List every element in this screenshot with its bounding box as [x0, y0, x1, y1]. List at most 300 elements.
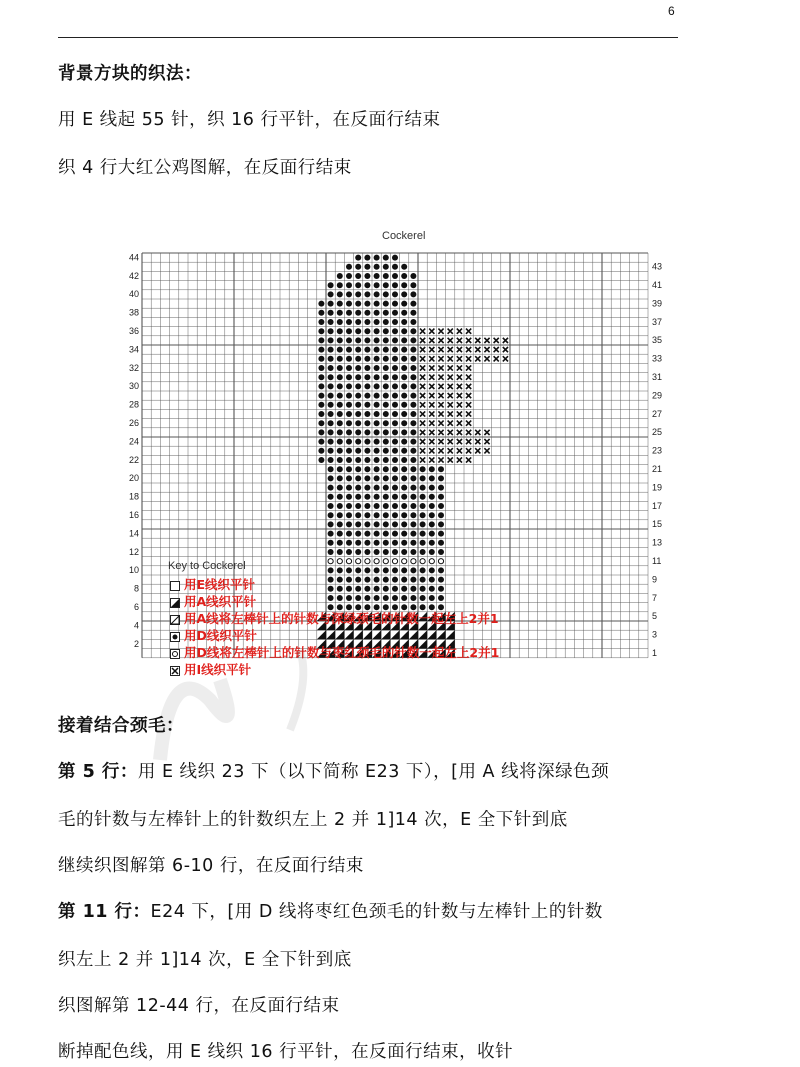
stitch-d-dot	[364, 319, 370, 325]
stitch-d-dot	[328, 282, 334, 288]
stitch-i-cross	[475, 347, 480, 352]
stitch-a-triangle	[381, 630, 390, 639]
stitch-d-dot	[346, 420, 352, 426]
stitch-d-dot	[392, 503, 398, 509]
stitch-i-cross	[429, 457, 434, 462]
stitch-d-dot	[318, 383, 324, 389]
stitch-d-dot	[346, 429, 352, 435]
stitch-d-dot	[401, 374, 407, 380]
stitch-d-dot	[383, 337, 389, 343]
stitch-i-cross	[438, 384, 443, 389]
stitch-i-cross	[429, 365, 434, 370]
stitch-i-cross	[466, 347, 471, 352]
stitch-d-dot	[429, 485, 435, 491]
stitch-i-cross	[420, 402, 425, 407]
stitch-d-dot	[374, 273, 380, 279]
stitch-i-cross	[429, 411, 434, 416]
stitch-i-cross	[420, 393, 425, 398]
stitch-d-dot	[410, 540, 416, 546]
stitch-d-dot	[383, 485, 389, 491]
stitch-d-dot	[337, 521, 343, 527]
stitch-d-dot	[374, 503, 380, 509]
instruction-cast-on: 用 E 线起 55 针，织 16 行平针，在反面行结束	[58, 110, 441, 130]
stitch-d-dot	[346, 328, 352, 334]
stitch-i-cross	[448, 448, 453, 453]
stitch-d-dot	[328, 337, 334, 343]
stitch-d-dot	[410, 439, 416, 445]
row-label-left: 20	[128, 473, 139, 484]
stitch-d-dot	[337, 439, 343, 445]
stitch-d-dot	[337, 586, 343, 592]
instruction-row-5-cont: 毛的针数与左棒针上的针数织左上 2 并 1]14 次，E 全下针到底	[58, 810, 568, 830]
stitch-d-dot	[392, 291, 398, 297]
stitch-d-dot	[383, 577, 389, 583]
stitch-d-dot	[383, 393, 389, 399]
stitch-d-dot	[346, 337, 352, 343]
stitch-d-dot	[328, 429, 334, 435]
stitch-i-cross	[466, 411, 471, 416]
stitch-i-cross	[457, 421, 462, 426]
stitch-d-dot	[383, 540, 389, 546]
stitch-d-dot	[401, 356, 407, 362]
stitch-d-dot	[355, 503, 361, 509]
stitch-d-dot	[383, 586, 389, 592]
header-rule	[58, 37, 678, 38]
stitch-i-cross	[494, 356, 499, 361]
stitch-d-dot	[401, 328, 407, 334]
row-label-left: 8	[133, 583, 139, 594]
stitch-d-dot	[374, 448, 380, 454]
dot-square-icon	[170, 630, 180, 640]
stitch-d-dot	[337, 457, 343, 463]
stitch-d-circle	[356, 559, 361, 564]
stitch-d-dot	[401, 420, 407, 426]
stitch-d-dot	[364, 402, 370, 408]
row-label-right: 13	[652, 537, 663, 548]
stitch-d-dot	[410, 411, 416, 417]
stitch-d-dot	[429, 567, 435, 573]
stitch-d-dot	[364, 448, 370, 454]
stitch-i-cross	[438, 365, 443, 370]
stitch-d-dot	[318, 402, 324, 408]
stitch-d-dot	[401, 264, 407, 270]
stitch-d-dot	[420, 521, 426, 527]
stitch-d-dot	[318, 457, 324, 463]
key-label: 用E线织平针	[184, 577, 256, 592]
stitch-d-dot	[383, 374, 389, 380]
stitch-d-dot	[355, 393, 361, 399]
stitch-i-cross	[420, 457, 425, 462]
stitch-d-dot	[355, 310, 361, 316]
stitch-d-dot	[355, 429, 361, 435]
stitch-d-dot	[346, 347, 352, 353]
stitch-d-dot	[355, 319, 361, 325]
stitch-d-dot	[364, 356, 370, 362]
stitch-d-dot	[355, 347, 361, 353]
stitch-d-dot	[374, 319, 380, 325]
stitch-d-dot	[328, 549, 334, 555]
row-label-right: 23	[652, 445, 663, 456]
stitch-d-dot	[337, 411, 343, 417]
stitch-d-dot	[392, 273, 398, 279]
stitch-d-dot	[346, 264, 352, 270]
stitch-d-dot	[383, 264, 389, 270]
stitch-d-dot	[355, 577, 361, 583]
stitch-d-dot	[383, 439, 389, 445]
stitch-d-dot	[401, 347, 407, 353]
stitch-i-cross	[466, 402, 471, 407]
stitch-i-cross	[448, 384, 453, 389]
stitch-d-dot	[328, 494, 334, 500]
outlined-triangle-icon	[170, 613, 180, 623]
stitch-d-dot	[364, 439, 370, 445]
row-label-right: 1	[652, 647, 658, 658]
stitch-d-dot	[392, 457, 398, 463]
stitch-d-dot	[383, 475, 389, 481]
stitch-i-cross	[448, 421, 453, 426]
stitch-d-dot	[355, 282, 361, 288]
stitch-i-cross	[420, 411, 425, 416]
stitch-i-cross	[429, 393, 434, 398]
stitch-d-dot	[355, 439, 361, 445]
stitch-d-dot	[401, 494, 407, 500]
row-label-left: 12	[128, 546, 139, 557]
stitch-d-dot	[429, 512, 435, 518]
stitch-d-dot	[429, 503, 435, 509]
stitch-d-dot	[337, 393, 343, 399]
stitch-d-dot	[364, 301, 370, 307]
stitch-d-dot	[410, 420, 416, 426]
watermark	[140, 640, 380, 770]
stitch-i-cross	[503, 347, 508, 352]
stitch-d-dot	[337, 577, 343, 583]
stitch-d-dot	[364, 549, 370, 555]
stitch-d-dot	[410, 347, 416, 353]
stitch-i-cross	[429, 448, 434, 453]
stitch-i-cross	[466, 448, 471, 453]
stitch-d-dot	[438, 549, 444, 555]
row-label-left: 14	[128, 528, 139, 539]
stitch-d-dot	[383, 503, 389, 509]
stitch-d-dot	[401, 319, 407, 325]
row-label-left: 40	[128, 289, 139, 300]
stitch-d-dot	[374, 301, 380, 307]
stitch-d-dot	[438, 531, 444, 537]
stitch-d-dot	[364, 393, 370, 399]
stitch-d-dot	[429, 494, 435, 500]
stitch-i-cross	[466, 421, 471, 426]
stitch-d-dot	[401, 282, 407, 288]
stitch-i-cross	[466, 365, 471, 370]
stitch-d-dot	[318, 429, 324, 435]
stitch-d-dot	[318, 319, 324, 325]
stitch-d-dot	[392, 393, 398, 399]
row-label-left: 18	[128, 491, 139, 502]
stitch-d-dot	[374, 586, 380, 592]
stitch-d-dot	[346, 448, 352, 454]
stitch-d-dot	[328, 466, 334, 472]
stitch-d-dot	[346, 521, 352, 527]
stitch-d-dot	[383, 282, 389, 288]
stitch-d-dot	[420, 503, 426, 509]
stitch-a-triangle	[317, 630, 326, 639]
stitch-d-dot	[328, 356, 334, 362]
stitch-i-cross	[420, 448, 425, 453]
row-label-left: 6	[133, 601, 139, 612]
stitch-d-dot	[364, 521, 370, 527]
stitch-d-dot	[374, 475, 380, 481]
stitch-d-dot	[346, 475, 352, 481]
stitch-d-dot	[374, 337, 380, 343]
stitch-d-dot	[438, 503, 444, 509]
stitch-d-dot	[410, 273, 416, 279]
stitch-d-dot	[420, 475, 426, 481]
stitch-d-dot	[364, 457, 370, 463]
stitch-d-dot	[383, 310, 389, 316]
stitch-d-dot	[383, 319, 389, 325]
stitch-d-dot	[374, 531, 380, 537]
stitch-d-dot	[438, 567, 444, 573]
row-label-right: 19	[652, 482, 663, 493]
stitch-d-dot	[374, 567, 380, 573]
stitch-d-dot	[429, 595, 435, 601]
stitch-d-dot	[401, 549, 407, 555]
stitch-d-dot	[346, 577, 352, 583]
stitch-d-dot	[346, 402, 352, 408]
stitch-d-dot	[383, 429, 389, 435]
stitch-d-dot	[364, 577, 370, 583]
stitch-d-dot	[410, 319, 416, 325]
stitch-i-cross	[475, 356, 480, 361]
stitch-d-dot	[383, 291, 389, 297]
stitch-d-dot	[429, 549, 435, 555]
stitch-d-circle	[346, 559, 351, 564]
stitch-d-dot	[392, 301, 398, 307]
stitch-d-dot	[392, 475, 398, 481]
stitch-d-dot	[383, 365, 389, 371]
stitch-d-dot	[429, 531, 435, 537]
stitch-i-cross	[484, 439, 489, 444]
stitch-i-cross	[448, 457, 453, 462]
stitch-i-cross	[420, 375, 425, 380]
stitch-d-dot	[410, 328, 416, 334]
stitch-a-triangle	[418, 630, 427, 639]
section-heading-background: 背景方块的织法：	[58, 64, 202, 84]
stitch-i-cross	[420, 421, 425, 426]
stitch-i-cross	[420, 384, 425, 389]
stitch-d-dot	[355, 337, 361, 343]
key-item	[170, 575, 255, 593]
stitch-d-dot	[392, 531, 398, 537]
stitch-d-dot	[392, 328, 398, 334]
row-label-right: 41	[652, 279, 663, 290]
stitch-d-dot	[364, 282, 370, 288]
stitch-d-dot	[346, 273, 352, 279]
stitch-d-dot	[364, 595, 370, 601]
stitch-d-dot	[337, 347, 343, 353]
stitch-d-dot	[410, 393, 416, 399]
stitch-d-dot	[374, 429, 380, 435]
stitch-d-dot	[337, 402, 343, 408]
stitch-d-dot	[374, 282, 380, 288]
stitch-d-dot	[337, 273, 343, 279]
stitch-d-dot	[410, 567, 416, 573]
stitch-d-dot	[346, 494, 352, 500]
row-label-left: 34	[128, 344, 139, 355]
stitch-d-dot	[401, 577, 407, 583]
stitch-d-dot	[337, 337, 343, 343]
stitch-d-dot	[337, 549, 343, 555]
stitch-d-dot	[346, 531, 352, 537]
stitch-d-dot	[401, 595, 407, 601]
instruction-rows-6-10: 继续织图解第 6-10 行，在反面行结束	[58, 856, 364, 876]
stitch-d-dot	[364, 485, 370, 491]
stitch-d-dot	[383, 466, 389, 472]
stitch-i-cross	[475, 430, 480, 435]
key-label: 用A线织平针	[184, 594, 257, 609]
stitch-d-dot	[410, 402, 416, 408]
stitch-d-dot	[364, 255, 370, 261]
stitch-d-dot	[346, 512, 352, 518]
stitch-i-cross	[438, 411, 443, 416]
stitch-i-cross	[429, 329, 434, 334]
row-label-right: 11	[652, 555, 662, 566]
stitch-d-circle	[411, 559, 416, 564]
stitch-d-dot	[337, 356, 343, 362]
stitch-d-dot	[401, 475, 407, 481]
stitch-d-dot	[392, 365, 398, 371]
stitch-d-dot	[346, 457, 352, 463]
stitch-i-cross	[448, 411, 453, 416]
stitch-d-dot	[355, 356, 361, 362]
stitch-d-dot	[364, 328, 370, 334]
stitch-d-dot	[337, 494, 343, 500]
stitch-i-cross	[448, 347, 453, 352]
stitch-d-dot	[410, 301, 416, 307]
stitch-i-cross	[429, 338, 434, 343]
stitch-d-dot	[318, 448, 324, 454]
stitch-d-dot	[355, 448, 361, 454]
stitch-i-cross	[466, 393, 471, 398]
stitch-i-cross	[420, 329, 425, 334]
stitch-i-cross	[448, 439, 453, 444]
row-label-left: 32	[128, 362, 139, 373]
row-label-right: 17	[652, 500, 663, 511]
stitch-i-cross	[438, 329, 443, 334]
stitch-d-circle	[337, 559, 342, 564]
row-label-left: 2	[133, 638, 139, 649]
instruction-chart-start: 织 4 行大红公鸡图解，在反面行结束	[58, 158, 352, 178]
stitch-d-dot	[355, 411, 361, 417]
stitch-i-cross	[457, 384, 462, 389]
stitch-d-dot	[346, 393, 352, 399]
stitch-d-dot	[374, 310, 380, 316]
stitch-d-circle	[383, 559, 388, 564]
stitch-a-triangle	[344, 630, 353, 639]
stitch-i-cross	[457, 375, 462, 380]
stitch-d-dot	[420, 485, 426, 491]
stitch-d-dot	[410, 466, 416, 472]
row-label-right: 27	[652, 408, 663, 419]
row-label-left: 30	[128, 381, 139, 392]
stitch-d-dot	[364, 420, 370, 426]
stitch-d-dot	[346, 540, 352, 546]
stitch-d-dot	[392, 577, 398, 583]
row-label-left: 22	[128, 454, 139, 465]
stitch-i-cross	[420, 347, 425, 352]
stitch-d-dot	[392, 420, 398, 426]
stitch-d-dot	[410, 494, 416, 500]
stitch-i-cross	[466, 439, 471, 444]
stitch-d-dot	[383, 531, 389, 537]
stitch-d-dot	[401, 301, 407, 307]
stitch-d-dot	[401, 448, 407, 454]
stitch-d-dot	[374, 383, 380, 389]
stitch-d-dot	[383, 549, 389, 555]
stitch-d-dot	[328, 457, 334, 463]
stitch-i-cross	[438, 338, 443, 343]
stitch-d-dot	[328, 595, 334, 601]
stitch-d-dot	[355, 494, 361, 500]
stitch-d-dot	[337, 319, 343, 325]
stitch-i-cross	[475, 439, 480, 444]
row-label-right: 29	[652, 390, 663, 401]
stitch-i-cross	[457, 347, 462, 352]
stitch-d-dot	[401, 457, 407, 463]
stitch-d-dot	[328, 411, 334, 417]
stitch-d-dot	[401, 365, 407, 371]
stitch-d-dot	[364, 494, 370, 500]
stitch-d-dot	[383, 567, 389, 573]
stitch-d-dot	[374, 540, 380, 546]
stitch-i-cross	[448, 338, 453, 343]
instruction-row-5	[58, 758, 609, 783]
stitch-i-cross	[429, 384, 434, 389]
stitch-d-dot	[355, 586, 361, 592]
stitch-d-dot	[337, 291, 343, 297]
stitch-d-dot	[318, 356, 324, 362]
stitch-d-dot	[420, 549, 426, 555]
stitch-d-dot	[364, 310, 370, 316]
stitch-d-dot	[410, 503, 416, 509]
stitch-i-cross	[438, 421, 443, 426]
stitch-d-dot	[383, 448, 389, 454]
stitch-d-dot	[374, 439, 380, 445]
stitch-d-dot	[420, 531, 426, 537]
stitch-i-cross	[494, 347, 499, 352]
stitch-d-dot	[337, 503, 343, 509]
stitch-d-dot	[383, 255, 389, 261]
stitch-d-dot	[328, 439, 334, 445]
row-label-right: 43	[652, 261, 663, 272]
stitch-d-dot	[438, 494, 444, 500]
stitch-d-dot	[355, 567, 361, 573]
stitch-d-dot	[346, 310, 352, 316]
stitch-d-dot	[328, 365, 334, 371]
stitch-d-dot	[410, 310, 416, 316]
instruction-row-11	[58, 898, 603, 923]
row-label-right: 5	[652, 611, 658, 622]
stitch-d-dot	[328, 319, 334, 325]
stitch-d-dot	[392, 494, 398, 500]
stitch-i-cross	[438, 448, 443, 453]
stitch-i-cross	[448, 430, 453, 435]
stitch-d-dot	[401, 383, 407, 389]
stitch-d-dot	[374, 255, 380, 261]
stitch-d-dot	[364, 264, 370, 270]
stitch-d-dot	[410, 337, 416, 343]
stitch-d-dot	[355, 383, 361, 389]
